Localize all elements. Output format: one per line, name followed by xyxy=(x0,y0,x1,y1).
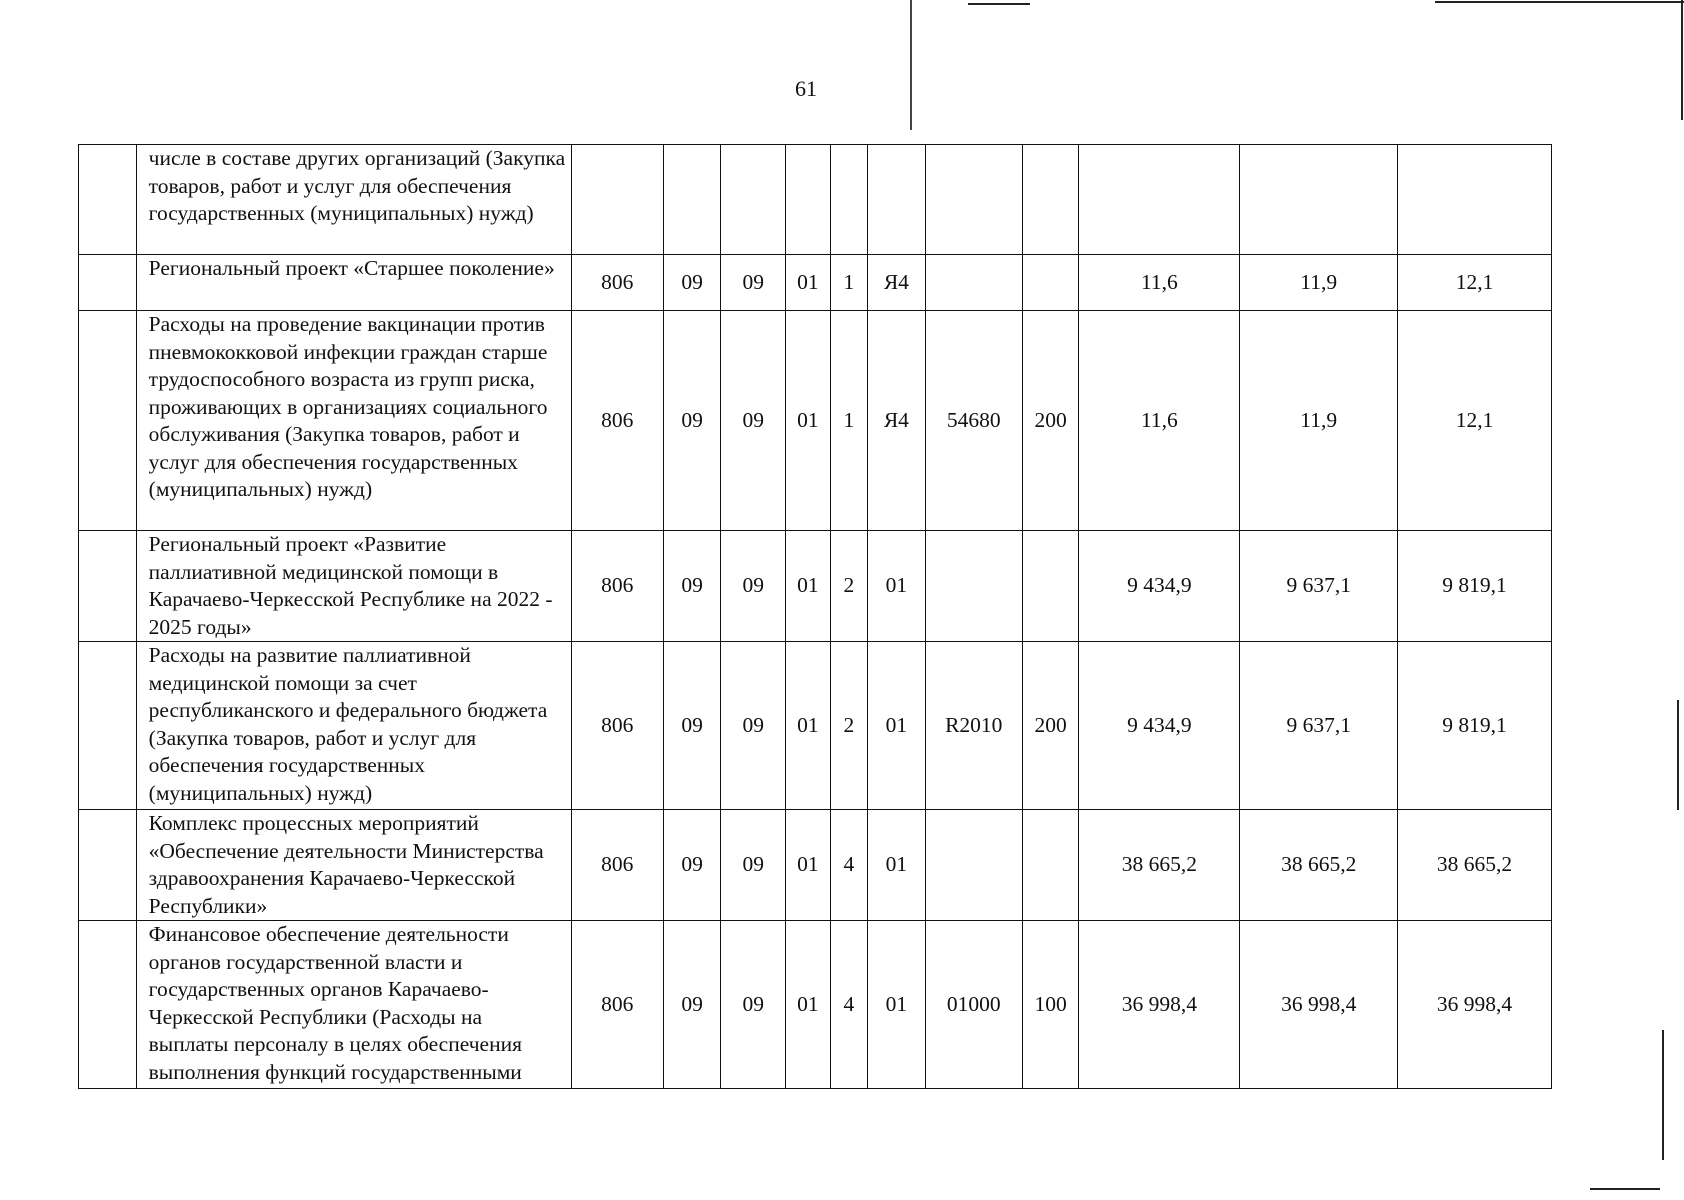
amount-year2-cell: 11,9 xyxy=(1240,311,1398,531)
ministry-code-cell: 806 xyxy=(571,921,663,1089)
subsection-code-cell: 09 xyxy=(721,810,786,921)
table-row xyxy=(79,531,1552,642)
amount-year1-cell xyxy=(1079,145,1240,255)
measure-code-cell: Я4 xyxy=(868,311,926,531)
section-code-cell: 09 xyxy=(663,642,721,810)
table-row xyxy=(79,810,1552,921)
expense-type-cell xyxy=(1022,531,1079,642)
subsection-code-cell: 09 xyxy=(721,531,786,642)
measure-code-cell: 01 xyxy=(868,921,926,1089)
scan-mark-top-center xyxy=(910,0,912,130)
subsection-code-cell: 09 xyxy=(721,255,786,311)
section-code-cell: 09 xyxy=(663,531,721,642)
amount-year1-cell: 11,6 xyxy=(1079,255,1240,311)
expense-type-cell xyxy=(1022,810,1079,921)
program-code-cell: 01 xyxy=(786,311,831,531)
ministry-code-cell: 806 xyxy=(571,311,663,531)
table-row xyxy=(79,255,1552,311)
section-code-cell: 09 xyxy=(663,311,721,531)
amount-year2-cell: 9 637,1 xyxy=(1240,642,1398,810)
scan-mark-right-1 xyxy=(1681,0,1683,120)
scan-mark-right-3 xyxy=(1662,1030,1664,1160)
measure-code-cell: 01 xyxy=(868,810,926,921)
measure-code-cell: Я4 xyxy=(868,255,926,311)
subsection-code-cell xyxy=(721,145,786,255)
amount-year1-cell: 9 434,9 xyxy=(1079,642,1240,810)
direction-code-cell xyxy=(925,145,1022,255)
item-name-cell: Региональный проект «Старшее поколение» xyxy=(136,255,571,311)
direction-code-cell xyxy=(925,531,1022,642)
row-margin-cell xyxy=(79,531,137,642)
program-code-cell: 01 xyxy=(786,810,831,921)
amount-year3-cell: 36 998,4 xyxy=(1398,921,1552,1089)
row-margin-cell xyxy=(79,810,137,921)
row-margin-cell xyxy=(79,255,137,311)
table-row xyxy=(79,145,1552,255)
amount-year3-cell: 9 819,1 xyxy=(1398,531,1552,642)
direction-code-cell: 01000 xyxy=(925,921,1022,1089)
subprogram-code-cell: 2 xyxy=(830,531,867,642)
subprogram-code-cell: 2 xyxy=(830,642,867,810)
section-code-cell: 09 xyxy=(663,810,721,921)
scan-mark-bottom-right xyxy=(1590,1188,1660,1190)
table-row xyxy=(79,311,1552,531)
expense-type-cell xyxy=(1022,145,1079,255)
subprogram-code-cell: 4 xyxy=(830,921,867,1089)
ministry-code-cell xyxy=(571,145,663,255)
program-code-cell: 01 xyxy=(786,255,831,311)
scan-mark-right-2 xyxy=(1677,700,1679,810)
amount-year3-cell: 38 665,2 xyxy=(1398,810,1552,921)
expense-type-cell: 200 xyxy=(1022,311,1079,531)
amount-year1-cell: 38 665,2 xyxy=(1079,810,1240,921)
table-row xyxy=(79,921,1552,1089)
section-code-cell: 09 xyxy=(663,921,721,1089)
item-name-cell: Региональный проект «Развитие паллиативной медицинской помощи в Карачаево-Черкесской Республике на 2022 - 2025 годы» xyxy=(136,531,571,642)
item-name-cell: Расходы на развитие паллиативной медицинской помощи за счет республиканского и федерального бюджета (Закупка товаров, работ и услуг для обеспечения государственных (муниципальных) нужд) xyxy=(136,642,571,810)
amount-year2-cell xyxy=(1240,145,1398,255)
amount-year3-cell xyxy=(1398,145,1552,255)
measure-code-cell: 01 xyxy=(868,531,926,642)
direction-code-cell: 54680 xyxy=(925,311,1022,531)
amount-year1-cell: 11,6 xyxy=(1079,311,1240,531)
amount-year2-cell: 38 665,2 xyxy=(1240,810,1398,921)
program-code-cell: 01 xyxy=(786,921,831,1089)
ministry-code-cell: 806 xyxy=(571,810,663,921)
section-code-cell xyxy=(663,145,721,255)
amount-year2-cell: 11,9 xyxy=(1240,255,1398,311)
subsection-code-cell: 09 xyxy=(721,311,786,531)
amount-year1-cell: 9 434,9 xyxy=(1079,531,1240,642)
subprogram-code-cell: 4 xyxy=(830,810,867,921)
measure-code-cell xyxy=(868,145,926,255)
program-code-cell: 01 xyxy=(786,642,831,810)
subsection-code-cell: 09 xyxy=(721,642,786,810)
page-number: 61 xyxy=(795,76,817,101)
ministry-code-cell: 806 xyxy=(571,255,663,311)
row-margin-cell xyxy=(79,145,137,255)
amount-year3-cell: 9 819,1 xyxy=(1398,642,1552,810)
ministry-code-cell: 806 xyxy=(571,531,663,642)
amount-year2-cell: 9 637,1 xyxy=(1240,531,1398,642)
measure-code-cell: 01 xyxy=(868,642,926,810)
direction-code-cell xyxy=(925,810,1022,921)
amount-year2-cell: 36 998,4 xyxy=(1240,921,1398,1089)
amount-year3-cell: 12,1 xyxy=(1398,255,1552,311)
ministry-code-cell: 806 xyxy=(571,642,663,810)
item-name-cell: Финансовое обеспечение деятельности органов государственной власти и государственных органов Карачаево-Черкесской Республики (Расходы на выплаты персоналу в целях обеспечения выполнения функций государственными xyxy=(136,921,571,1089)
item-name-cell: числе в составе других организаций (Закупка товаров, работ и услуг для обеспечения государственных (муниципальных) нужд) xyxy=(136,145,571,255)
subsection-code-cell: 09 xyxy=(721,921,786,1089)
direction-code-cell xyxy=(925,255,1022,311)
amount-year1-cell: 36 998,4 xyxy=(1079,921,1240,1089)
row-margin-cell xyxy=(79,311,137,531)
row-margin-cell xyxy=(79,642,137,810)
scan-mark-top-line-1 xyxy=(968,3,1030,5)
expense-type-cell: 200 xyxy=(1022,642,1079,810)
table-row xyxy=(79,642,1552,810)
subprogram-code-cell: 1 xyxy=(830,311,867,531)
program-code-cell xyxy=(786,145,831,255)
budget-table xyxy=(78,144,1552,1089)
item-name-cell: Расходы на проведение вакцинации против пневмококковой инфекции граждан старше трудоспособного возраста из групп риска, проживающих в организациях социального обслуживания (Закупка товаров, работ и услуг для обеспечения государственных (муниципальных) нужд) xyxy=(136,311,571,531)
item-name-cell: Комплекс процессных мероприятий «Обеспечение деятельности Министерства здравоохранения Карачаево-Черкесской Республики» xyxy=(136,810,571,921)
section-code-cell: 09 xyxy=(663,255,721,311)
subprogram-code-cell: 1 xyxy=(830,255,867,311)
program-code-cell: 01 xyxy=(786,531,831,642)
scan-mark-top-line-2 xyxy=(1435,1,1684,3)
row-margin-cell xyxy=(79,921,137,1089)
subprogram-code-cell xyxy=(830,145,867,255)
expense-type-cell: 100 xyxy=(1022,921,1079,1089)
amount-year3-cell: 12,1 xyxy=(1398,311,1552,531)
expense-type-cell xyxy=(1022,255,1079,311)
direction-code-cell: R2010 xyxy=(925,642,1022,810)
